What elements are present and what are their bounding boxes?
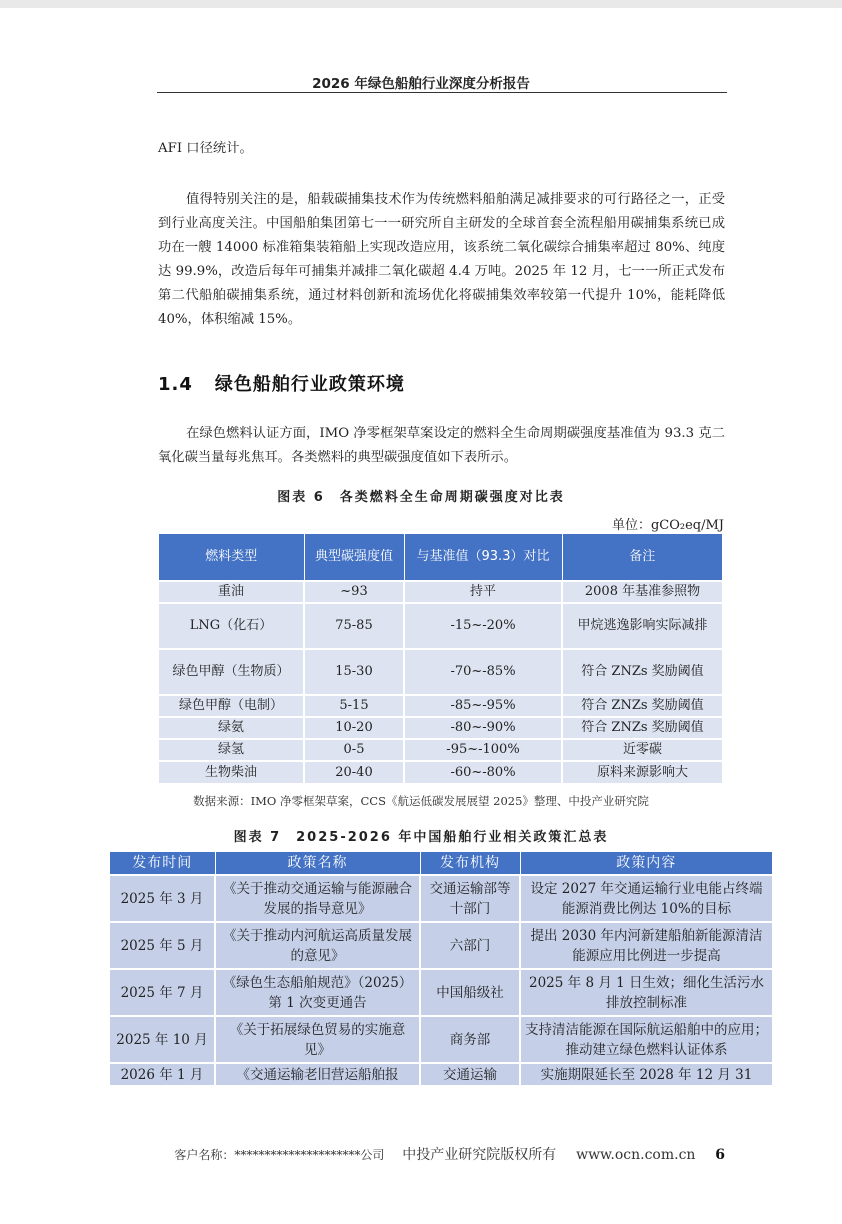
table-cell: 支持清洁能源在国际航运船舶中的应用；推动建立绿色燃料认证体系 — [520, 1016, 772, 1063]
table-cell: -85~-95% — [404, 695, 562, 717]
table-row — [159, 649, 722, 695]
table-cell: 持平 — [404, 581, 562, 603]
table-cell: 六部门 — [420, 922, 520, 969]
table-row — [159, 695, 722, 717]
table-row — [159, 739, 722, 761]
table-cell: -60~-80% — [404, 761, 562, 783]
table-cell: 2025 年 5 月 — [110, 922, 215, 969]
table-cell: 原料来源影响大 — [562, 761, 722, 783]
table-cell: ~93 — [304, 581, 404, 603]
table-cell: 交通运输部等十部门 — [420, 875, 520, 922]
table-cell: 20-40 — [304, 761, 404, 783]
client-value: *********************公司 — [234, 1148, 385, 1162]
table-cell: 15-30 — [304, 649, 404, 695]
section-title: 绿色船舶行业政策环境 — [214, 374, 405, 395]
table-header-cell: 与基准值（93.3）对比 — [404, 534, 562, 581]
table-header-cell: 备注 — [562, 534, 722, 581]
table-cell: 2025 年 3 月 — [110, 875, 215, 922]
table-cell: LNG（化石） — [159, 603, 304, 649]
section-number: 1.4 — [158, 374, 193, 395]
table-header-cell: 发布机构 — [420, 852, 520, 875]
table-cell: 近零碳 — [562, 739, 722, 761]
table-header-cell: 燃料类型 — [159, 534, 304, 581]
client-label: 客户名称： — [174, 1148, 235, 1162]
table-header-row — [110, 852, 772, 875]
table-cell: 《关于推动交通运输与能源融合发展的指导意见》 — [215, 875, 420, 922]
table-cell: 重油 — [159, 581, 304, 603]
table-row — [159, 717, 722, 739]
table6-caption: 图表 6 各类燃料全生命周期碳强度对比表 — [277, 490, 565, 505]
table7-caption: 图表 7 2025-2026 年中国船舶行业相关政策汇总表 — [233, 830, 609, 845]
copyright-text: 中投产业研究院版权所有 — [402, 1147, 557, 1163]
table-cell: 符合 ZNZs 奖励阈值 — [562, 717, 722, 739]
top-bar — [0, 0, 842, 8]
table-row — [159, 761, 722, 783]
table-row — [110, 875, 772, 922]
table-cell: 5-15 — [304, 695, 404, 717]
table-row — [110, 922, 772, 969]
page-number: 6 — [715, 1147, 725, 1163]
table-cell: -80~-90% — [404, 717, 562, 739]
table-cell: 《关于拓展绿色贸易的实施意见》 — [215, 1016, 420, 1063]
table-cell: 实施期限延长至 2028 年 12 月 31 — [520, 1063, 772, 1085]
table-cell: 设定 2027 年交通运输行业电能占终端能源消费比例达 10%的目标 — [520, 875, 772, 922]
table-cell: 交通运输 — [420, 1063, 520, 1085]
running-header: 2026 年绿色船舶行业深度分析报告 — [312, 76, 530, 92]
table-cell: 符合 ZNZs 奖励阈值 — [562, 649, 722, 695]
table-cell: 符合 ZNZs 奖励阈值 — [562, 695, 722, 717]
table-header-cell: 政策内容 — [520, 852, 772, 875]
table-cell: 中国船级社 — [420, 969, 520, 1016]
paragraph-continuation: AFI 口径统计。 — [158, 141, 253, 156]
table-cell: 绿氢 — [159, 739, 304, 761]
table6-source: 数据来源：IMO 净零框架草案，CCS《航运低碳发展展望 2025》整理、中投产业研究院 — [193, 794, 649, 808]
table-cell: 10-20 — [304, 717, 404, 739]
table-header-cell: 政策名称 — [215, 852, 420, 875]
table-row — [110, 1063, 772, 1085]
table-cell: 《绿色生态船舶规范》（2025）第 1 次变更通告 — [215, 969, 420, 1016]
website-link[interactable]: www.ocn.com.cn — [576, 1147, 696, 1163]
table-cell: -15~-20% — [404, 603, 562, 649]
table-cell: 甲烷逃逸影响实际减排 — [562, 603, 722, 649]
table-cell: 《关于推动内河航运高质量发展的意见》 — [215, 922, 420, 969]
paragraph-fuel-certification: 在绿色燃料认证方面，IMO 净零框架草案设定的燃料全生命周期碳强度基准值为 93.3 克二氧化碳当量每兆焦耳。各类燃料的典型碳强度值如下表所示。 — [158, 426, 725, 465]
table-cell: 75-85 — [304, 603, 404, 649]
section-heading — [158, 370, 405, 396]
table-cell: 2026 年 1 月 — [110, 1063, 215, 1085]
table-cell: 提出 2030 年内河新建船舶新能源清洁能源应用比例进一步提高 — [520, 922, 772, 969]
table-cell: 绿色甲醇（生物质） — [159, 649, 304, 695]
table-cell: -70~-85% — [404, 649, 562, 695]
table-header-cell: 典型碳强度值 — [304, 534, 404, 581]
table-cell: 2025 年 7 月 — [110, 969, 215, 1016]
table-cell: 生物柴油 — [159, 761, 304, 783]
fuel-carbon-intensity-table — [159, 534, 722, 783]
table-row — [110, 969, 772, 1016]
header-rule — [157, 92, 727, 93]
table-row — [159, 581, 722, 603]
table-cell: 0-5 — [304, 739, 404, 761]
table-row — [110, 1016, 772, 1063]
table-cell: 2025 年 10 月 — [110, 1016, 215, 1063]
policy-summary-table — [110, 852, 772, 1085]
table-row — [159, 603, 722, 649]
page-footer — [174, 1144, 725, 1164]
table-cell: 2025 年 8 月 1 日生效；细化生活污水排放控制标准 — [520, 969, 772, 1016]
table-header-cell: 发布时间 — [110, 852, 215, 875]
table-header-row — [159, 534, 722, 581]
paragraph-carbon-capture: 值得特别关注的是，船载碳捕集技术作为传统燃料船舶满足减排要求的可行路径之一，正受到行业高度关注。中国船舶集团第七一一研究所自主研发的全球首套全流程船用碳捕集系统已成功在一艘 14000 标准箱集装箱船上实现改造应用，该系统二氧化碳综合捕集率超过 80%、纯度达 99.9%，改造后每年可捕集并减排二氧化碳超 4.4 万吨。2025 年 12 月，七一一所正式发布第二代船舶碳捕集系统，通过材料创新和流场优化将碳捕集效率较第一代提升 10%，能耗降低 40%，体积缩减 15%。 — [158, 192, 725, 327]
table-cell: 《交通运输老旧营运船舶报 — [215, 1063, 420, 1085]
table-cell: 绿氨 — [159, 717, 304, 739]
table-cell: 2008 年基准参照物 — [562, 581, 722, 603]
table-cell: -95~-100% — [404, 739, 562, 761]
table6-unit: 单位：gCO₂eq/MJ — [611, 518, 724, 533]
table-cell: 商务部 — [420, 1016, 520, 1063]
table-cell: 绿色甲醇（电制） — [159, 695, 304, 717]
